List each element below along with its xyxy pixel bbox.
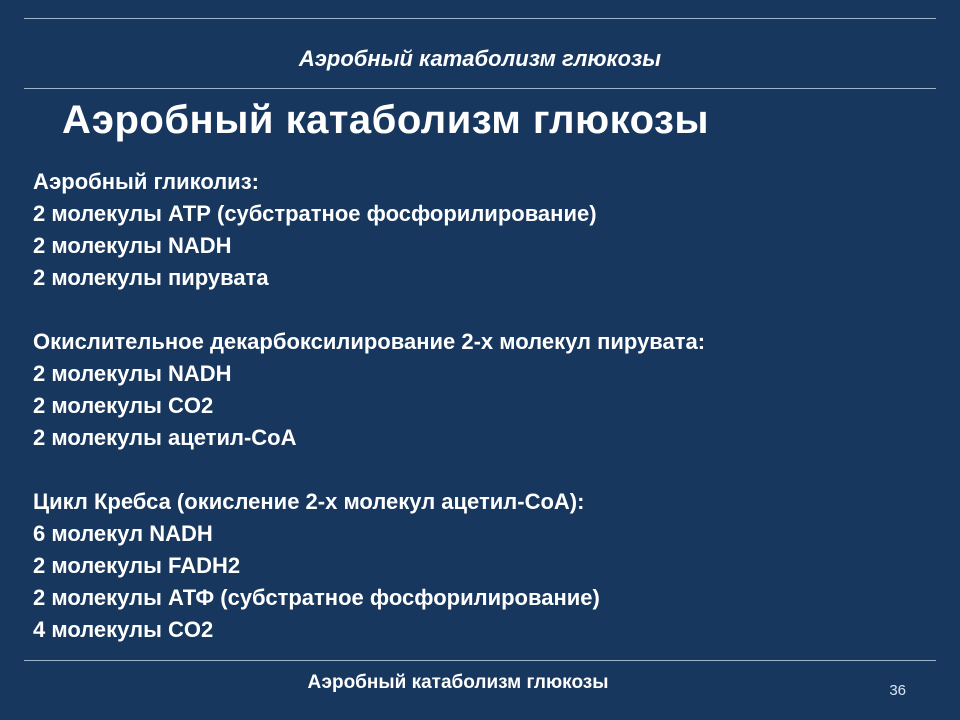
krebs-line: 4 молекулы CO2 xyxy=(33,617,214,642)
glycolysis-line: 2 молекулы АТР (субстратное фосфорилирование) xyxy=(33,201,597,226)
section-heading-decarboxylation: Окислительное декарбоксилирование 2-х молекул пирувата: xyxy=(33,329,706,354)
decarboxylation-line: 2 молекулы ацетил-СоА xyxy=(33,425,297,450)
spacer xyxy=(33,454,960,486)
slide-title: Аэробный катаболизм глюкозы xyxy=(62,98,710,142)
header-title: Аэробный катаболизм глюкозы xyxy=(298,46,662,71)
page-number: 36 xyxy=(889,682,906,699)
header-divider xyxy=(24,88,936,89)
section-heading-krebs: Цикл Кребса (окисление 2-х молекул ацетил-СоА): xyxy=(33,489,585,514)
glycolysis-line: 2 молекулы пирувата xyxy=(33,265,269,290)
top-divider xyxy=(24,18,936,19)
slide-body xyxy=(33,166,960,646)
footer-divider xyxy=(24,660,936,661)
spacer xyxy=(33,294,960,326)
krebs-line: 2 молекулы АТФ (субстратное фосфорилирование) xyxy=(33,585,600,610)
footer-title: Аэробный катаболизм глюкозы xyxy=(307,672,609,693)
decarboxylation-line: 2 молекулы NADH xyxy=(33,361,232,386)
krebs-line: 6 молекул NADH xyxy=(33,521,213,546)
section-heading-glycolysis: Аэробный гликолиз: xyxy=(33,169,259,194)
krebs-line: 2 молекулы FADH2 xyxy=(33,553,241,578)
decarboxylation-line: 2 молекулы CO2 xyxy=(33,393,214,418)
glycolysis-line: 2 молекулы NADH xyxy=(33,233,232,258)
